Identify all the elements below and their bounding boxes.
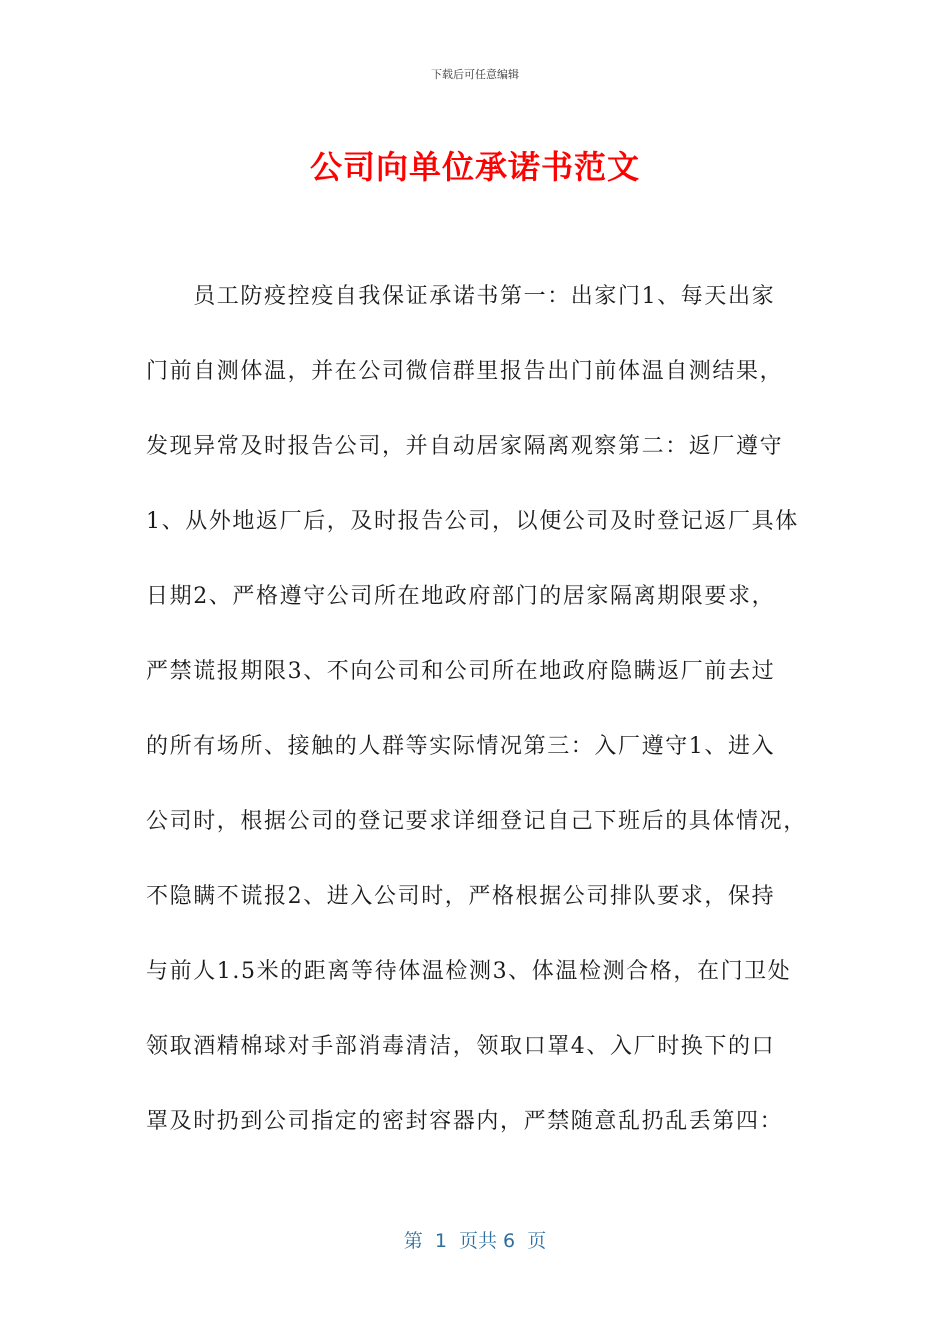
page-number: 第 1 页共 6 页 [403, 1230, 547, 1252]
header-note: 下载后可任意编辑 [431, 68, 519, 81]
body-line: 发现异常及时报告公司，并自动居家隔离观察第二：返厂遵守 [146, 434, 784, 459]
document-title: 公司向单位承诺书范文 [309, 148, 640, 186]
body-line: 员工防疫控疫自我保证承诺书第一：出家门1、每天出家 [146, 284, 776, 309]
body-line: 的所有场所、接触的人群等实际情况第三：入厂遵守1、进入 [146, 734, 776, 759]
body-line: 与前人1.5米的距离等待体温检测3、体温检测合格，在门卫处 [146, 959, 792, 984]
body-line: 1、从外地返厂后，及时报告公司，以便公司及时登记返厂具体 [146, 509, 799, 534]
document-body [146, 275, 814, 1175]
body-line: 不隐瞒不谎报2、进入公司时，严格根据公司排队要求，保持 [146, 884, 776, 909]
body-line: 严禁谎报期限3、不向公司和公司所在地政府隐瞒返厂前去过 [146, 659, 776, 684]
body-line: 领取酒精棉球对手部消毒清洁，领取口罩4、入厂时换下的口 [146, 1034, 776, 1059]
body-line: 日期2、严格遵守公司所在地政府部门的居家隔离期限要求， [146, 584, 776, 609]
body-line: 公司时，根据公司的登记要求详细登记自己下班后的具体情况， [146, 809, 807, 834]
body-line: 罩及时扔到公司指定的密封容器内，严禁随意乱扔乱丢第四： [146, 1109, 784, 1134]
body-line: 门前自测体温，并在公司微信群里报告出门前体温自测结果， [146, 359, 784, 384]
